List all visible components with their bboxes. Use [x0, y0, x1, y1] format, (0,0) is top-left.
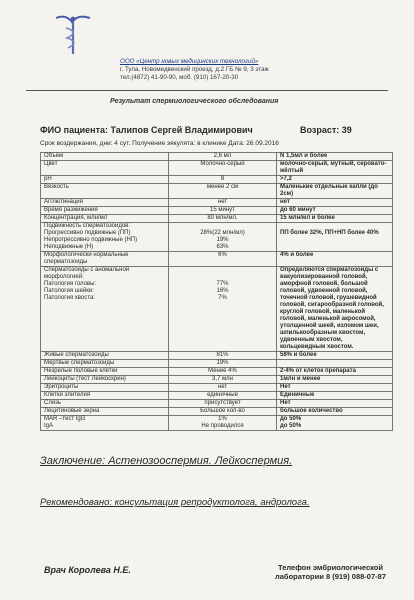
param-norm-cell: ПП более 32%, ПП+НП более 40% [277, 223, 393, 252]
param-norm-cell: до 60 минут [277, 207, 393, 215]
organization-address: г. Тула, Новомедвенский проезд, д.2 ГБ № 9, 3 этаж [120, 66, 269, 73]
organization-header [120, 58, 269, 82]
param-name-cell: MAR –тест IgG IgA [41, 416, 169, 431]
param-value-cell: 8 [169, 176, 277, 184]
clinic-logo-icon [52, 12, 94, 56]
results-table [40, 152, 393, 431]
param-norm-cell: Нет [277, 400, 393, 408]
param-norm-cell: Маленькие отдельные капли (до 2см) [277, 184, 393, 199]
lab-phone-line2: лаборатории 8 (919) 088-07-87 [275, 572, 386, 581]
organization-phones: тел.(4872) 41-90-90, моб. (910) 167-20-30 [120, 74, 239, 81]
param-value-cell: нет [169, 199, 277, 207]
param-name-cell: Концентрация, млн/мл [41, 215, 169, 223]
table-row [41, 161, 393, 176]
param-name-cell: Живые сперматозоиды [41, 352, 169, 360]
param-value-cell: 15 минут [169, 207, 277, 215]
param-name-cell: Морфологически нормальные сперматозоиды [41, 252, 169, 267]
param-norm-cell: Нет [277, 384, 393, 392]
table-row [41, 400, 393, 408]
table-row [41, 223, 393, 252]
param-name-cell: Мертвые сперматозоиды [41, 360, 169, 368]
lab-phone [275, 563, 386, 581]
param-name-cell: Агглютинация [41, 199, 169, 207]
param-value-cell: 19% [169, 360, 277, 368]
param-value-cell: 3,7 млн [169, 376, 277, 384]
table-row [41, 199, 393, 207]
param-value-cell: Менее 4% [169, 368, 277, 376]
collection-details: Срок воздержания, дни: 4 сут. Получение эякулята: в клинике Дата: 26.09.2016 [40, 140, 279, 147]
conclusion: Заключение: Астенозооспермия. Лейкоспермия. [40, 455, 293, 467]
patient-name: ФИО пациента: Талипов Сергей Владимирович [40, 125, 253, 135]
lab-phone-line1: Телефон эмбриологической [277, 563, 383, 572]
param-name-cell: Слизь [41, 400, 169, 408]
table-row [41, 368, 393, 376]
param-norm-cell: 15 млн/мл и более [277, 215, 393, 223]
param-norm-cell: 1млн и менее [277, 376, 393, 384]
table-row [41, 376, 393, 384]
param-norm-cell: Определяются сперматозоиды с вакуолизированной головой, аморфной головой, большой головой, удвоенной головой, точечной головой, грушевидной головой, сигарообразной головой, круглой головой, маленькой головой, маленькой акросомой, утолщенной шеей, изломом шеи, шпилькообразным хвостом, удвоенным хвостом, кольцевидным хвостом. [277, 267, 393, 352]
param-value-cell: нет [169, 384, 277, 392]
param-norm-cell: >7,2 [277, 176, 393, 184]
table-row [41, 416, 393, 431]
param-value-cell: 28%(22 млн/мл) 19% 63% [169, 223, 277, 252]
param-norm-cell: до 50% до 50% [277, 416, 393, 431]
param-value-cell: присутствует [169, 400, 277, 408]
param-name-cell: Цвет [41, 161, 169, 176]
param-norm-cell: 2-4% от клеток препарата [277, 368, 393, 376]
doctor-signature: Врач Королева Н.Е. [44, 565, 131, 575]
table-row [41, 392, 393, 400]
table-row [41, 207, 393, 215]
param-norm-cell [277, 360, 393, 368]
table-row [41, 176, 393, 184]
table-row [41, 408, 393, 416]
param-value-cell: Молочно-серый [169, 161, 277, 176]
param-value-cell: 80 млн/мл. [169, 215, 277, 223]
param-value-cell: 77% 16% 7% [169, 267, 277, 352]
patient-age: Возраст: 39 [300, 125, 352, 135]
param-norm-cell: Единичные [277, 392, 393, 400]
param-norm-cell: N 1,5мл и более [277, 153, 393, 161]
param-norm-cell: молочно-серый, мутный, сероватo-жёлтый [277, 161, 393, 176]
param-name-cell: Подвижность сперматозоидов: Прогрессивно подвижные (ПП) Непрогрессивно подвижные (НП) Неподвижные (Н) [41, 223, 169, 252]
param-name-cell: Лейкоциты (тест Лейкоскрин) [41, 376, 169, 384]
param-norm-cell: 4% и более [277, 252, 393, 267]
param-value-cell: менее 2 см [169, 184, 277, 199]
param-name-cell: Время разжижения [41, 207, 169, 215]
table-row [41, 252, 393, 267]
param-value-cell: 81% [169, 352, 277, 360]
table-row [41, 215, 393, 223]
param-name-cell: Клетки эпителия [41, 392, 169, 400]
param-name-cell: Вязкость [41, 184, 169, 199]
table-row [41, 153, 393, 161]
param-name-cell: Объём [41, 153, 169, 161]
table-row [41, 360, 393, 368]
param-norm-cell: 58% и более [277, 352, 393, 360]
param-name-cell: Эритроциты [41, 384, 169, 392]
param-value-cell: Большое кол-во [169, 408, 277, 416]
document-subtitle: Результат спермиологического обследования [110, 98, 279, 105]
param-value-cell: 2,6 мл [169, 153, 277, 161]
organization-name: ООО «Центр новых медицинских технологий» [120, 58, 259, 65]
param-value-cell: 1% Не проводился [169, 416, 277, 431]
param-name-cell: Незрелые половые клетки [41, 368, 169, 376]
param-name-cell: Лецитиновые зерна [41, 408, 169, 416]
table-row [41, 184, 393, 199]
param-value-cell: 6% [169, 252, 277, 267]
param-value-cell: единичные [169, 392, 277, 400]
param-name-cell: pH [41, 176, 169, 184]
param-norm-cell: большое количество [277, 408, 393, 416]
param-norm-cell: нет [277, 199, 393, 207]
recommendation: Рекомендовано: консультация репродуктолога, андролога. [40, 497, 310, 508]
header-divider [26, 90, 388, 91]
table-row [41, 267, 393, 352]
param-name-cell: Сперматозоиды с аномальной морфологией: Патология головы: Патология шейки: Патология хвоста: [41, 267, 169, 352]
table-row [41, 384, 393, 392]
table-row [41, 352, 393, 360]
